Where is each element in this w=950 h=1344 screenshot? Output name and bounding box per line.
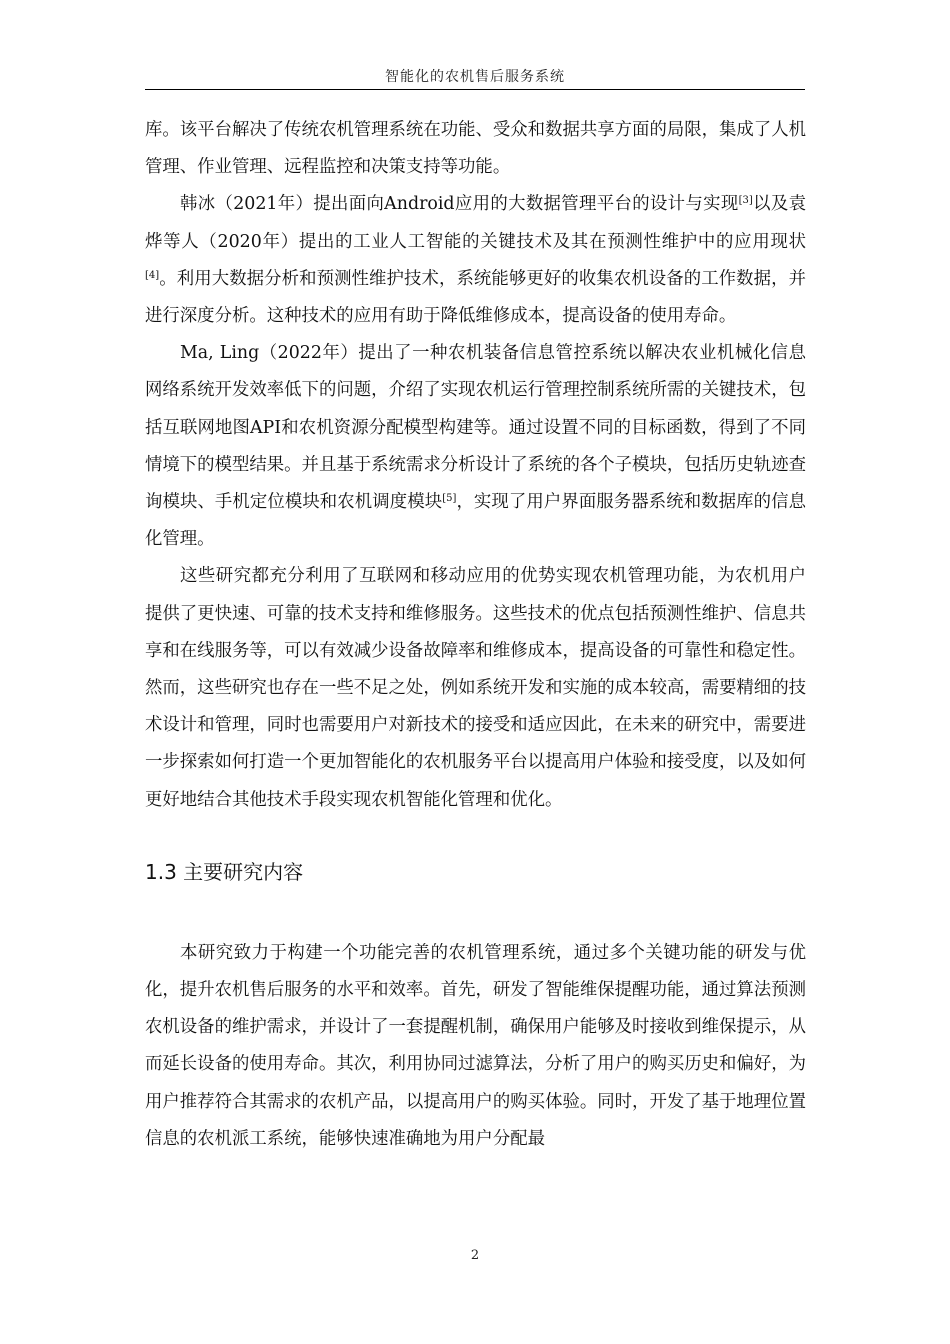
paragraph-text: 本研究致力于构建一个功能完善的农机管理系统，通过多个关键功能的研发与优化，提升农机售后服务的水平和效率。首先，研发了智能维保提醒功能，通过算法预测农机设备的维护需求，并设计了一套提醒机制，确保用户能够及时接收到维保提示，从而延长设备的使用寿命。其次，利用协同过滤算法，分析了用户的购买历史和偏好，为用户推荐符合其需求的农机产品，以提高用户的购买体验。同时，开发了基于地理位置信息的农机派工系统，能够快速准确地为用户分配最	[145, 942, 806, 1149]
paragraph-text: 库。该平台解决了传统农机管理系统在功能、受众和数据共享方面的局限，集成了人机管理、作业管理、远程监控和决策支持等功能。	[145, 120, 806, 178]
citation-ref-5[interactable]: [5]	[442, 493, 457, 505]
citation-ref-3[interactable]: [3]	[738, 195, 753, 207]
paragraph-ma-ling	[145, 335, 806, 558]
section-spacer	[145, 887, 806, 935]
section-heading: 1.3 主要研究内容	[145, 859, 304, 884]
page-number: 2	[470, 1248, 480, 1263]
paragraph-research-content	[145, 935, 806, 1158]
paragraph-text: 。利用大数据分析和预测性维护技术，系统能够更好的收集农机设备的工作数据，并进行深度分析。这种技术的应用有助于降低维修成本，提高设备的使用寿命。	[145, 268, 806, 327]
paragraph-text: 以及袁烨等人（2020年）提出的工业人工智能的关键技术及其在预测性维护中的应用现状	[145, 194, 806, 252]
paragraph-text: 这些研究都充分利用了互联网和移动应用的优势实现农机管理功能，为农机用户提供了更快速、可靠的技术支持和维修服务。这些技术的优点包括预测性维护、信息共享和在线服务等，可以有效减少设备故障率和维修成本，提高设备的可靠性和稳定性。然而，这些研究也存在一些不足之处，例如系统开发和实施的成本较高，需要精细的技术设计和管理，同时也需要用户对新技术的接受和适应因此，在未来的研究中，需要进一步探索如何打造一个更加智能化的农机服务平台以提高用户体验和接受度，以及如何更好地结合其他技术手段实现农机智能化管理和优化。	[145, 566, 806, 810]
paragraph-han-bing	[145, 186, 806, 335]
page-body	[145, 112, 806, 1158]
running-header: 智能化的农机售后服务系统	[385, 69, 565, 85]
paragraph-text: Ma, Ling（2022年）提出了一种农机装备信息管控系统以解决农业机械化信息网络系统开发效率低下的问题，介绍了实现农机运行管理控制系统所需的关键技术，包括互联网地图API和农机资源分配模型构建等。通过设置不同的目标函数，得到了不同情境下的模型结果。并且基于系统需求分析设计了系统的各个子模块，包括历史轨迹查询模块、手机定位模块和农机调度模块	[145, 343, 806, 513]
paragraph-continued	[145, 112, 806, 186]
paragraph-text: 韩冰（2021年）提出面向Android应用的大数据管理平台的设计与实现	[180, 194, 739, 215]
header-divider	[145, 89, 805, 90]
citation-ref-4[interactable]: [4]	[145, 269, 160, 281]
paragraph-summary	[145, 558, 806, 818]
paragraph-text: ，实现了用户界面服务器系统和数据库的信息化管理。	[145, 492, 806, 550]
